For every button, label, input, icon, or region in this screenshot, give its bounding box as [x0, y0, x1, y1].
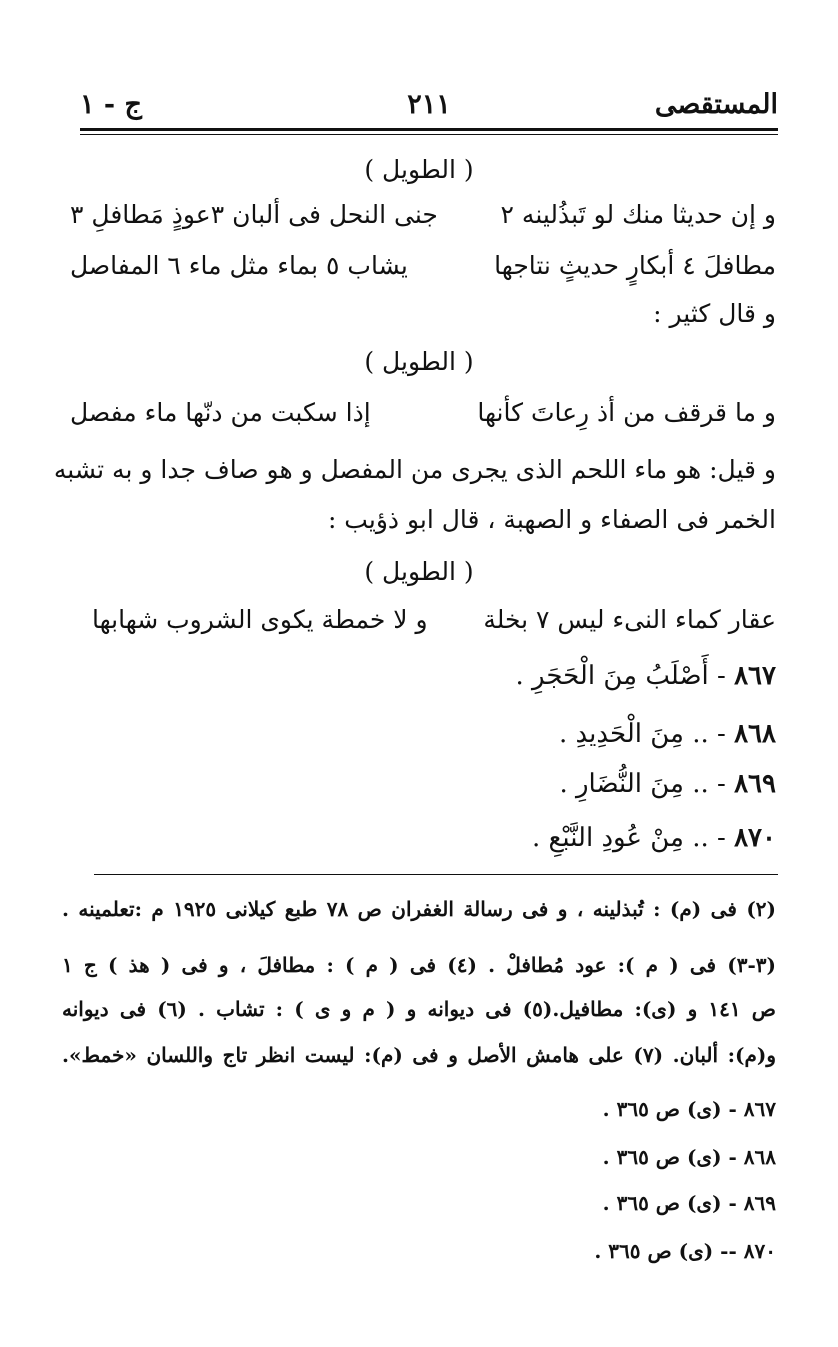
proverb-text: .. مِنْ عُودِ النَّبْعِ .: [531, 823, 709, 853]
proverb-entry: ٨٦٨ - .. مِنَ الْحَدِيدِ .: [558, 719, 776, 749]
reference-text: (ى) ص ٣٦٥ .: [602, 1191, 722, 1215]
verse-line: [70, 393, 776, 433]
footnote-line: ص ١٤١ و (ى): مطافيل.(٥) فى ديوانه و ( م و ى ) : تشاب . (٦) فى ديوانه: [62, 997, 776, 1021]
meter-label: ( الطويل ): [364, 155, 474, 184]
proverb-entry: ٨٦٩ - .. مِنَ النُّضَارِ .: [559, 769, 776, 799]
verse-hemistich: مطافلَ ٤ أبكارٍ حديثٍ نتاجها: [494, 251, 777, 280]
verse-hemistich: إذا سكبت من دنّها ماء مفصل: [70, 398, 371, 427]
reference-entry: ٨٦٧ - (ى) ص ٣٦٥ .: [602, 1097, 776, 1121]
proverb-entry: ٨٦٧ - أَصْلَبُ مِنَ الْحَجَرِ .: [515, 661, 776, 691]
book-title: المستقصى: [654, 88, 778, 120]
footnote-rule: [94, 874, 778, 875]
reference-entry: ٨٧٠ -- (ى) ص ٣٦٥ .: [594, 1239, 776, 1263]
reference-number: ٨٦٨: [743, 1145, 776, 1169]
prose-line: و قيل: هو ماء اللحم الذى يجرى من المفصل و هو صاف جدا و به تشبه: [53, 455, 776, 484]
verse-hemistich: يشاب ٥ بماء مثل ماء ٦ المفاصل: [70, 251, 408, 280]
verse-line: [70, 246, 776, 286]
verse-hemistich: و ما قرقف من أذ رِعاتَ كأنها: [477, 398, 776, 427]
proverb-text: أَصْلَبُ مِنَ الْحَجَرِ .: [515, 661, 709, 691]
proverb-number: ٨٦٨: [734, 719, 776, 749]
attribution: و قال كثير :: [653, 299, 776, 328]
verse-hemistich: جنى النحل فى ألبان ٣عوذٍ مَطافلِ ٣: [70, 200, 438, 229]
reference-text: (ى) ص ٣٦٥ .: [602, 1145, 722, 1169]
verse-line: [70, 195, 776, 235]
page-header: [80, 84, 778, 124]
header-rule: [80, 128, 778, 135]
reference-number: ٨٦٩: [743, 1191, 776, 1215]
proverb-number: ٨٦٩: [734, 769, 776, 799]
footnote-line: (٣-٣) فى ( م ): عود مُطافلْ . (٤) فى ( م ) : مطافلَ ، و فى ( هذ ) ج ١: [62, 953, 776, 977]
reference-entry: ٨٦٩ - (ى) ص ٣٦٥ .: [602, 1191, 776, 1215]
verse-hemistich: و إن حديثا منك لو تَبذُلينه ٢: [500, 200, 776, 229]
footnote-line: (٢) فى (م) : تُبذلينه ، و فى رسالة الغفران ص ٧٨ طبع كيلانى ١٩٢٥ م :تعلمينه .: [62, 897, 776, 921]
reference-entry: ٨٦٨ - (ى) ص ٣٦٥ .: [602, 1145, 776, 1169]
reference-number: ٨٦٧: [743, 1097, 776, 1121]
reference-number: ٨٧٠: [743, 1239, 776, 1263]
volume-label: ج - ١: [80, 88, 142, 120]
meter-label: ( الطويل ): [364, 347, 474, 376]
proverb-text: .. مِنَ النُّضَارِ .: [559, 769, 709, 799]
verse-line: [92, 600, 776, 640]
proverb-number: ٨٦٧: [734, 661, 776, 691]
reference-text: (ى) ص ٣٦٥ .: [602, 1097, 722, 1121]
footnote-line: و(م): ألبان. (٧) على هامش الأصل و فى (م): ليست انظر تاج واللسان «خمط».: [62, 1043, 776, 1067]
proverb-entry: ٨٧٠ - .. مِنْ عُودِ النَّبْعِ .: [531, 823, 776, 853]
proverb-number: ٨٧٠: [734, 823, 776, 853]
reference-text: (ى) ص ٣٦٥ .: [594, 1239, 714, 1263]
proverb-text: .. مِنَ الْحَدِيدِ .: [558, 719, 709, 749]
verse-hemistich: عقار كماء النىء ليس ٧ بخلة: [483, 605, 776, 634]
verse-hemistich: و لا خمطة يكوى الشروب شهابها: [92, 605, 428, 634]
meter-label: ( الطويل ): [364, 557, 474, 586]
page-number: ٢١١: [407, 88, 451, 120]
prose-line: الخمر فى الصفاء و الصهبة ، قال ابو ذؤيب :: [327, 505, 776, 534]
